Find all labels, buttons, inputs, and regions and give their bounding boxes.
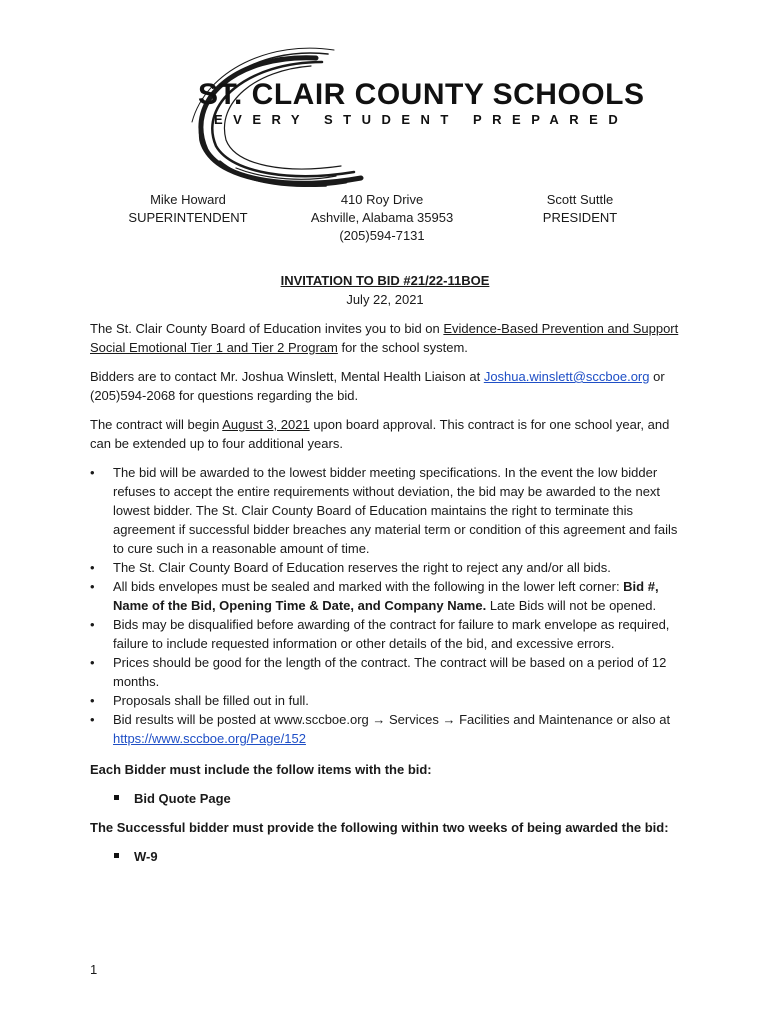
list-item-text-end: Late Bids will not be opened. xyxy=(486,598,657,613)
superintendent-name: Mike Howard xyxy=(150,192,226,207)
list-item: • Prices should be good for the length of the contract. The contract will be based on a period of 12 months. xyxy=(90,653,680,691)
program-name: Evidence-Based Prevention and Support Social Emotional Tier 1 and Tier 2 Program xyxy=(90,321,679,355)
contact-paragraph xyxy=(90,367,680,405)
address-city: Ashville, Alabama 35953 xyxy=(310,210,454,225)
bid-item-label: Bid Quote Page xyxy=(134,791,231,806)
square-bullet-icon xyxy=(114,853,119,858)
bid-item xyxy=(114,789,231,808)
bid-items-heading: Each Bidder must include the follow items with the bid: xyxy=(90,762,432,777)
intro-text: The St. Clair County Board of Education invites you to bid on xyxy=(90,321,444,336)
superintendent-title: SUPERINTENDENT xyxy=(128,210,248,225)
contact-text: Bidders are to contact Mr. Joshua Winslett, Mental Health Liaison at xyxy=(90,369,484,384)
list-item: • Proposals shall be filled out in full. xyxy=(90,691,680,710)
address-block xyxy=(292,191,472,245)
document-date: July 22, 2021 xyxy=(346,292,424,307)
president-name: Scott Suttle xyxy=(546,192,614,207)
logo-tagline: EVERY STUDENT PREPARED xyxy=(214,112,629,127)
president-title: PRESIDENT xyxy=(542,210,618,225)
address-street: 410 Roy Drive xyxy=(340,192,424,207)
district-logo xyxy=(176,40,645,190)
list-item: • The St. Clair County Board of Education reserves the right to reject any and/or all bids. xyxy=(90,558,680,577)
address-phone: (205)594-7131 xyxy=(339,228,425,243)
document-title: INVITATION TO BID #21/22-11BOE xyxy=(280,273,490,288)
contract-text: The contract will begin xyxy=(90,417,223,432)
logo-title: ST. CLAIR COUNTY SCHOOLS xyxy=(198,78,645,111)
square-bullet-icon xyxy=(114,795,119,800)
contract-paragraph xyxy=(90,415,680,453)
list-item-text: All bids envelopes must be sealed and marked with the following in the lower left corner: xyxy=(113,579,624,594)
list-item-text: Bid results will be posted at www.sccboe.org → Services → Facilities and Maintenance or also at xyxy=(113,712,671,727)
results-page-link[interactable]: https://www.sccboe.org/Page/152 xyxy=(113,731,306,746)
successful-bidder-item xyxy=(114,847,158,866)
contract-text-end: upon board approval. This contract is for one school year, and can be extended up to four additional years. xyxy=(90,417,670,451)
list-item xyxy=(90,577,680,615)
conditions-list xyxy=(90,463,680,748)
list-item xyxy=(90,710,680,748)
intro-paragraph xyxy=(90,319,680,357)
president-block xyxy=(510,191,650,227)
list-item: • The bid will be awarded to the lowest bidder meeting specifications. In the event the low bidder refuses to accept the entire requirements without deviation, the bid may be awarded to the next lowest bidder. The St. Clair County Board of Education maintains the right to terminate this agreement if successful bidder breaches any material term or condition of this agreement and fails to cure such in a reasonable amount of time. xyxy=(90,463,680,558)
list-item-bold: Bid #, Name of the Bid, Opening Time & Date, and Company Name. xyxy=(113,579,659,613)
successful-bidder-item-label: W-9 xyxy=(134,849,158,864)
list-item: • Bids may be disqualified before awarding of the contract for failure to mark envelope as required, failure to include requested information or other details of the bid, and excessive errors. xyxy=(90,615,680,653)
superintendent-block xyxy=(118,191,258,227)
successful-bidder-heading: The Successful bidder must provide the following within two weeks of being awarded the bid: xyxy=(90,820,669,835)
intro-text-end: for the school system. xyxy=(337,340,468,355)
email-link[interactable]: Joshua.winslett@sccboe.org xyxy=(483,369,650,384)
contact-text-end: or (205)594-2068 for questions regarding the bid. xyxy=(90,369,665,403)
page-number: 1 xyxy=(90,962,98,977)
contract-start-date: August 3, 2021 xyxy=(222,417,310,432)
